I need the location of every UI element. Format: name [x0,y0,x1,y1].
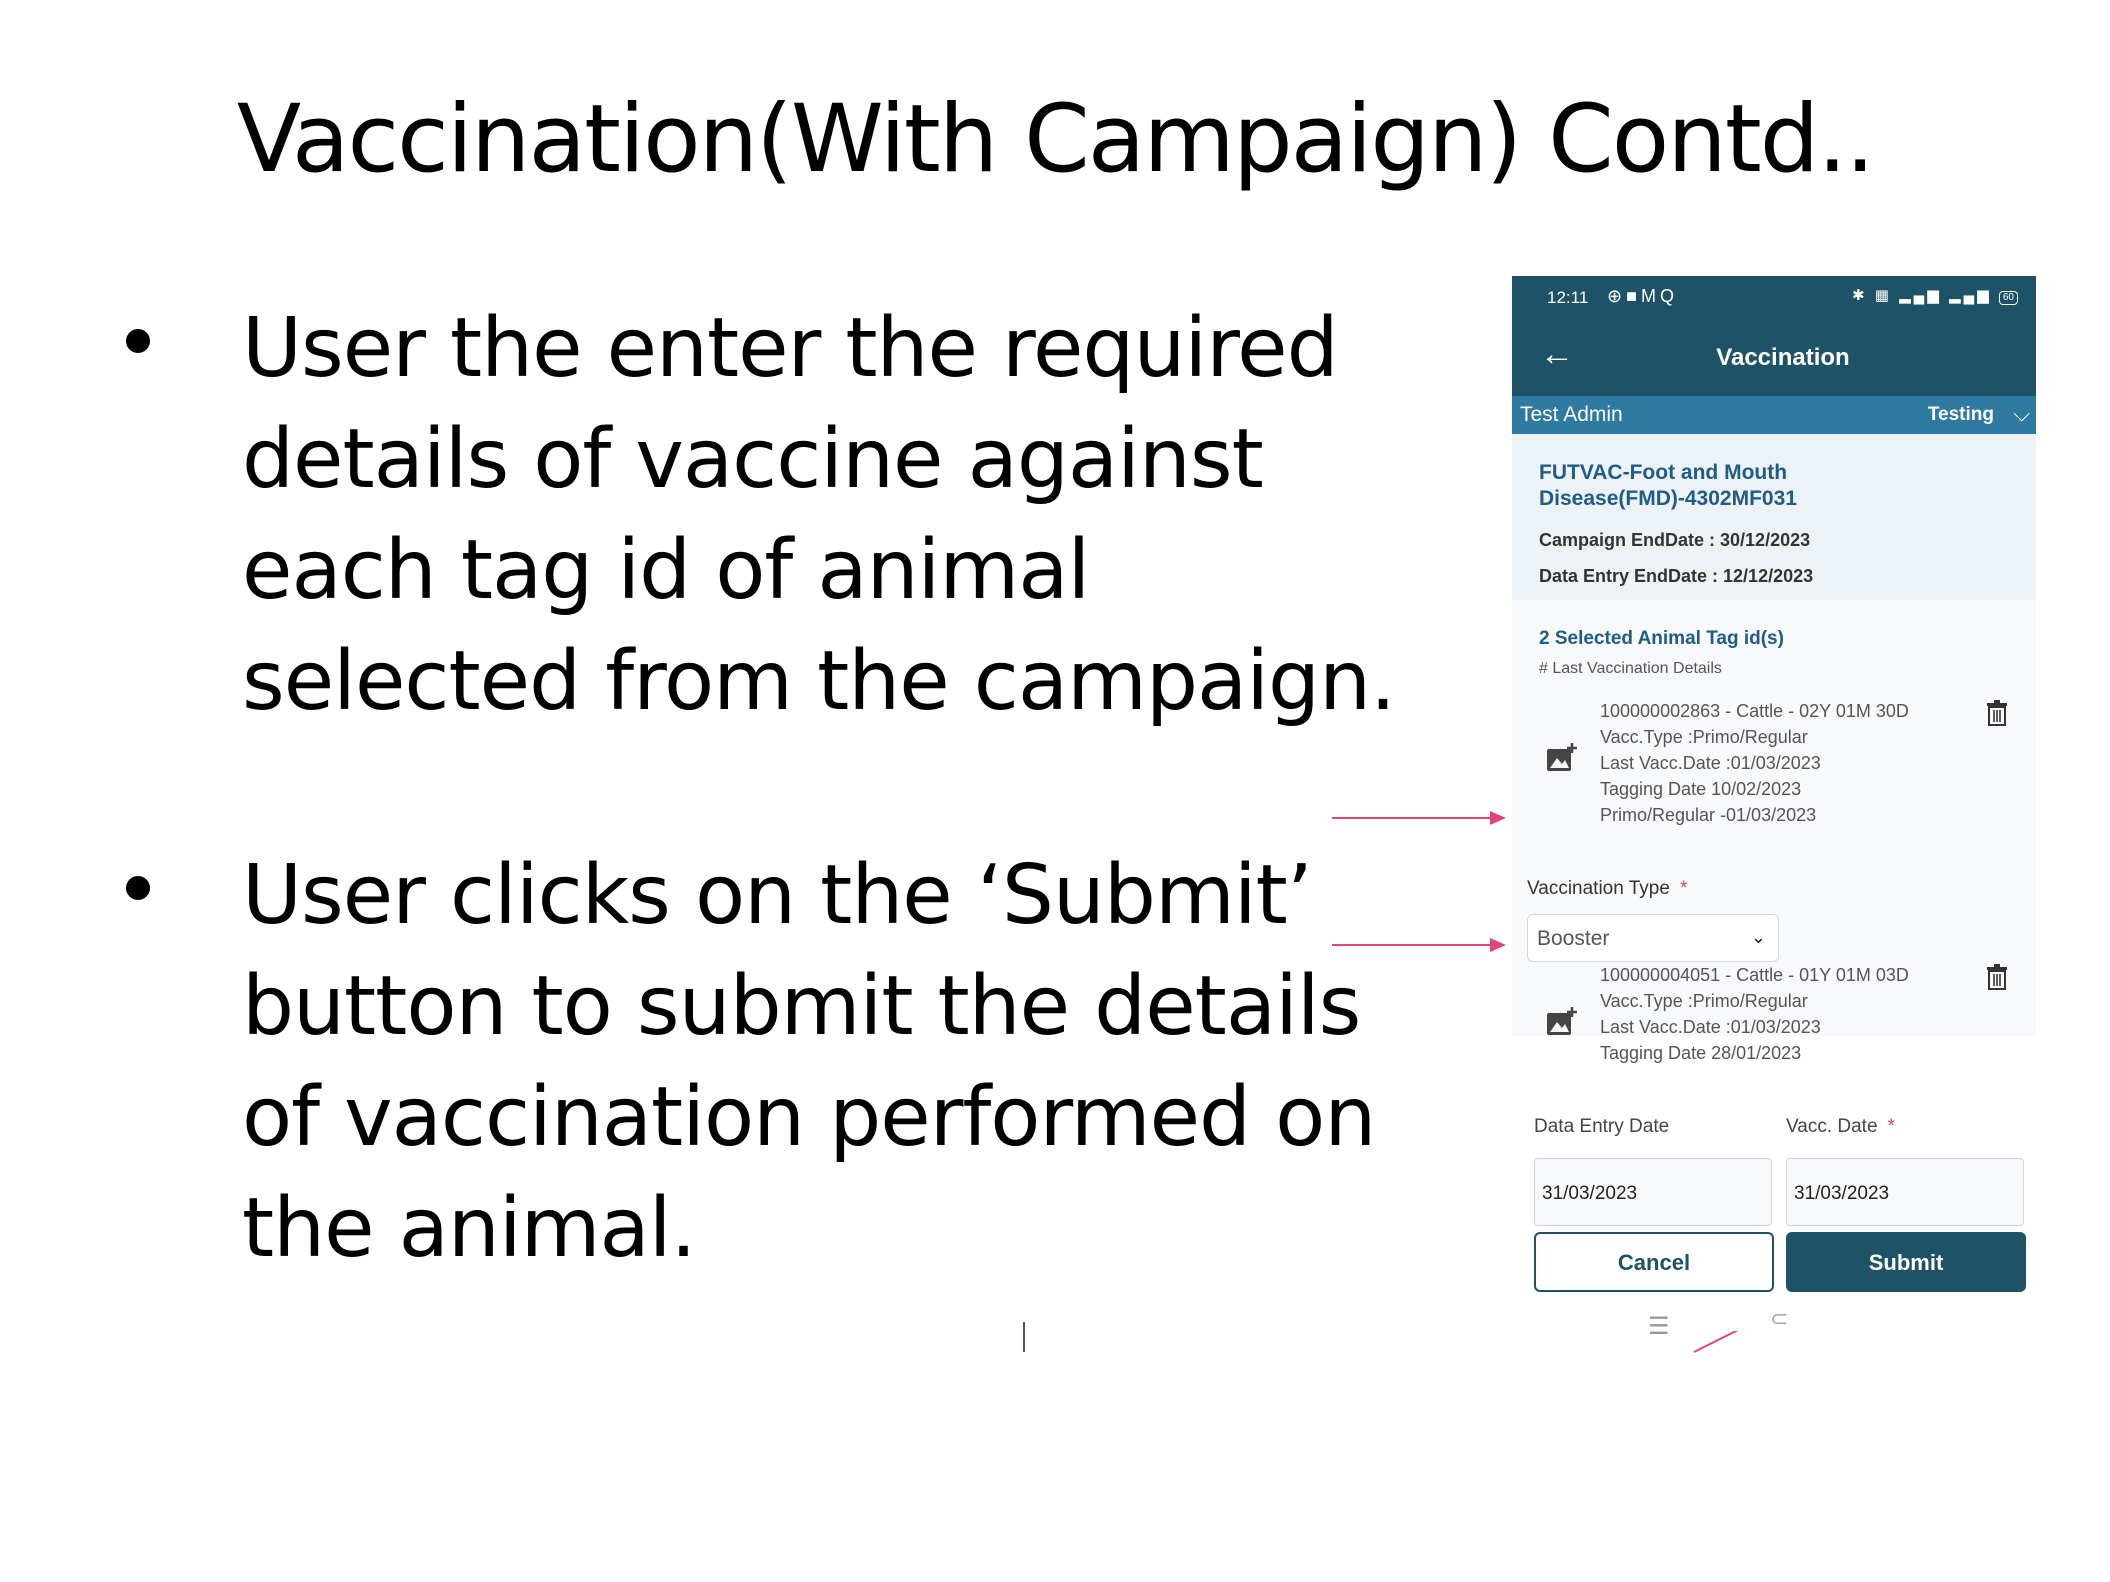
required-marker: * [1679,878,1688,899]
bullet-dot [126,876,150,900]
bullet-text-1: User the enter the required details of vaccine against each tag id of animal selected from the campaign. [242,301,1396,729]
required-marker: * [1887,1116,1895,1137]
text-cursor [1023,1322,1025,1352]
list-item [1512,698,2036,838]
chevron-down-icon: ⌄ [1750,927,1766,947]
battery-icon: 60 [1999,291,2018,305]
submit-button[interactable]: Submit [1786,1232,2026,1292]
slide-title: Vaccination(With Campaign) Contd.. [236,85,1874,194]
animal-vacc-type: Vacc.Type :Primo/Regular [1600,727,1808,747]
signal-icon: ▂▄▆ [1949,287,1992,304]
add-photo-icon[interactable] [1546,742,1578,772]
grid-icon: ⊕ [1607,286,1627,306]
back-arrow-icon[interactable]: ← [1540,335,1574,373]
status-time: 12:11 [1547,288,1589,307]
data-entry-end-date: Data Entry EndDate : 12/12/2023 [1539,566,1814,586]
nav-menu-icon[interactable]: ☰ [1648,1313,1670,1340]
campaign-end-date: Campaign EndDate : 30/12/2023 [1539,530,1811,550]
status-bar [1512,276,2036,320]
campaign-name: FUTVAC-Foot and Mouth Disease(FMD)-4302MF031 [1539,461,1797,510]
form-footer [1512,1084,2036,1340]
bullet-item-2 [126,840,1401,1300]
animal-vacc-type: Vacc.Type :Primo/Regular [1600,991,1808,1011]
animal-list [1512,600,2036,1063]
nav-back-icon[interactable]: ⊂ [1770,1306,1789,1331]
user-name: Test Admin [1520,403,1623,426]
phone-screenshot [1512,276,2036,1340]
trash-icon[interactable] [1986,964,2008,990]
chevron-down-icon[interactable]: ⌵ [2013,401,2030,426]
bluetooth-icon: ✱ [1852,287,1868,304]
annotation-arrow-1 [1330,808,1510,828]
app-bar [1512,320,2036,396]
vacc-date-value: 31/03/2023 [1794,1183,1890,1204]
campaign-card [1512,434,2036,600]
bullet-dot [126,329,150,353]
cancel-button[interactable]: Cancel [1534,1232,1774,1292]
animal-last-vacc-date: Last Vacc.Date :01/03/2023 [1600,753,1821,773]
list-item [1512,962,2036,1063]
data-entry-date-field[interactable] [1534,1158,1772,1226]
search-icon: Q [1659,286,1678,306]
trash-icon[interactable] [1986,700,2008,726]
user-role: Testing [1927,404,1994,425]
animal-primo-regular: Primo/Regular -01/03/2023 [1600,805,1817,825]
animal-details [1600,698,1909,828]
status-icons-left [1607,286,1678,307]
vaccination-type-select[interactable] [1527,914,1779,962]
vacc-date-field[interactable] [1786,1158,2024,1226]
data-entry-date-label: Data Entry Date [1534,1116,1670,1137]
animal-last-vacc-date: Last Vacc.Date :01/03/2023 [1600,1017,1821,1037]
status-icons-right [1852,286,2018,305]
vaccination-type-value: Booster [1537,927,1610,950]
animal-details [1600,962,1909,1066]
add-photo-icon[interactable] [1546,1006,1578,1036]
app-icon: ■ [1626,286,1641,306]
vacc-date-label: Vacc. Date * [1786,1116,1895,1137]
annotation-arrow-2 [1330,935,1510,955]
mail-icon: M [1640,286,1660,306]
animal-tagging-date: Tagging Date 10/02/2023 [1600,779,1802,799]
user-bar[interactable] [1512,396,2036,434]
data-entry-date-value: 31/03/2023 [1542,1183,1638,1204]
animal-title: 100000002863 - Cattle - 02Y 01M 30D [1600,701,1909,721]
bullet-text-2: User clicks on the ‘Submit’ button to submit the details of vaccination performed on the animal. [242,848,1401,1276]
animal-tagging-date: Tagging Date 28/01/2023 [1600,1043,1802,1063]
volte-icon: ▦ [1874,287,1892,304]
last-vaccination-label: # Last Vaccination Details [1539,660,1722,677]
bullet-item-1 [126,293,1396,753]
vaccination-type-label: Vaccination Type * [1527,878,1688,899]
app-title: Vaccination [1716,344,1850,371]
selected-count: 2 Selected Animal Tag id(s) [1539,628,1784,649]
animal-title: 100000004051 - Cattle - 01Y 01M 03D [1600,965,1909,985]
signal-icon: ▂▄▆ [1899,287,1942,304]
